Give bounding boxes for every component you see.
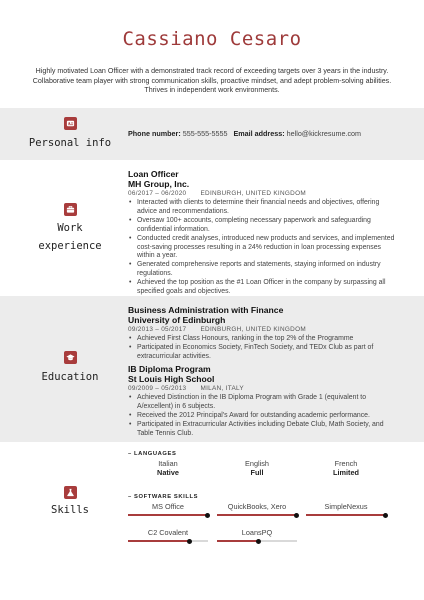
- skill-name: LoansPQ: [241, 528, 273, 537]
- skill-bar-handle: [187, 539, 192, 544]
- language-item: [306, 459, 386, 477]
- email-label: Email address:: [233, 129, 285, 138]
- section-title-education: Education: [41, 371, 99, 383]
- list-item: • Achieved the top position as the #1 Loan Officer in the company by surpassing all specified goals and objectives.: [128, 279, 396, 297]
- education-meta: [128, 325, 396, 334]
- software-heading: – SOFTWARE SKILLS: [128, 494, 199, 500]
- skill-item: [128, 528, 208, 542]
- education-dates: 09/2013 – 05/2017: [128, 326, 187, 333]
- job-bullets: [128, 199, 396, 297]
- language-level: Full: [250, 468, 264, 477]
- skill-bar-handle: [383, 513, 388, 518]
- contact-line: [128, 129, 396, 138]
- skill-bar: [217, 514, 297, 516]
- job-dates: 06/2017 – 06/2020: [128, 190, 187, 197]
- education-meta: [128, 384, 396, 393]
- degree: IB Diploma Program: [128, 364, 211, 374]
- list-item: • Participated in Economics Society, FinTech Society, and TEDx Club as part of extracurricular activities.: [128, 344, 396, 362]
- skill-bar-handle: [294, 513, 299, 518]
- briefcase-icon: [64, 203, 77, 216]
- job-entry: [128, 169, 396, 297]
- list-item: • Conducted credit analyses, introduced new products and services, and implemented cost-saving processes resulting in a 24% reduction in loan processing expenses within a year.: [128, 235, 396, 262]
- skill-bar: [306, 514, 386, 516]
- education-location: MILAN, ITALY: [200, 385, 244, 392]
- phone-label: Phone number:: [128, 129, 181, 138]
- school-name: St Louis High School: [128, 374, 215, 384]
- school-name: University of Edinburgh: [128, 315, 226, 325]
- id-card-icon: [64, 117, 77, 130]
- section-title-personal-info: Personal info: [28, 137, 112, 149]
- skill-bar: [217, 540, 297, 542]
- skill-name: C2 Covalent: [147, 528, 189, 537]
- list-item: • Achieved First Class Honours, ranking in the top 2% of the Programme: [128, 335, 396, 344]
- degree: Business Administration with Finance: [128, 305, 284, 315]
- personal-info-section: [0, 108, 424, 160]
- summary: [20, 67, 404, 96]
- list-item: • Oversaw 100+ accounts, completing necessary paperwork and safeguarding confidential information.: [128, 217, 396, 235]
- language-level: Limited: [333, 468, 359, 477]
- skill-bar-handle: [256, 539, 261, 544]
- language-item: [217, 459, 297, 477]
- skill-bar: [128, 540, 208, 542]
- education-entry: [128, 364, 396, 439]
- language-level: Native: [157, 468, 179, 477]
- company-name: MH Group, Inc.: [128, 179, 190, 189]
- candidate-name: Cassiano Cesaro: [122, 28, 302, 50]
- skills-section: [0, 442, 424, 600]
- phone-value: 555-555-5555: [182, 129, 228, 138]
- skill-item: [217, 528, 297, 542]
- work-experience-section: [0, 160, 424, 296]
- language-item: [128, 459, 208, 477]
- education-location: EDINBURGH, UNITED KINGDOM: [200, 326, 306, 333]
- job-title: Loan Officer: [128, 169, 179, 179]
- language-name: Italian: [158, 459, 178, 468]
- summary-line: Thrives in independent work environments.: [144, 86, 280, 95]
- skill-bar-fill: [217, 514, 297, 516]
- skill-bar-fill: [128, 540, 190, 542]
- education-dates: 09/2009 – 05/2013: [128, 385, 187, 392]
- languages-heading: – LANGUAGES: [128, 451, 177, 457]
- list-item: • Achieved Distinction in the IB Diploma Program with Grade 1 (equivalent to A/excellent) in 6 subjects.: [128, 394, 396, 412]
- skill-bar-fill: [306, 514, 386, 516]
- summary-line: Highly motivated Loan Officer with a demonstrated track record of exceeding targets over 3 years in the industry.: [35, 67, 389, 75]
- education-entry: [128, 305, 396, 362]
- list-item: • Participated in Extracurricular Activities including Debate Club, Math Society, and Table Tennis Club.: [128, 421, 396, 439]
- education-section: [0, 296, 424, 442]
- skill-name: MS Office: [152, 502, 184, 511]
- section-title-skills: Skills: [51, 504, 89, 516]
- language-name: English: [245, 459, 269, 468]
- section-title-work: Work: [57, 222, 83, 234]
- skill-item: [217, 502, 297, 516]
- skill-bar-fill: [217, 540, 259, 542]
- graduation-cap-icon: [64, 351, 77, 364]
- skill-bar: [128, 514, 208, 516]
- job-meta: [128, 189, 396, 198]
- skill-item: [128, 502, 208, 516]
- skill-item: [306, 502, 386, 516]
- list-item: • Generated comprehensive reports and statements, staying informed on industry regulations.: [128, 261, 396, 279]
- skill-name: SimpleNexus: [324, 502, 368, 511]
- education-bullets: [128, 394, 396, 439]
- job-location: EDINBURGH, UNITED KINGDOM: [200, 190, 306, 197]
- skill-name: QuickBooks, Xero: [227, 502, 287, 511]
- flask-icon: [64, 486, 77, 499]
- skill-bar-handle: [205, 513, 210, 518]
- list-item: • Received the 2012 Principal's Award for outstanding academic performance.: [128, 412, 396, 421]
- summary-line: Collaborative team player with strong communication skills, proactive mindset, and adept problem-solving abilities.: [32, 76, 392, 85]
- section-title-experience: experience: [38, 240, 102, 252]
- skill-bar-fill: [128, 514, 208, 516]
- list-item: • Interacted with clients to determine their financial needs and objectives, offering advice and recommendations.: [128, 199, 396, 217]
- language-name: French: [334, 459, 358, 468]
- email-value: hello@kickresume.com: [286, 129, 362, 138]
- education-bullets: [128, 335, 396, 362]
